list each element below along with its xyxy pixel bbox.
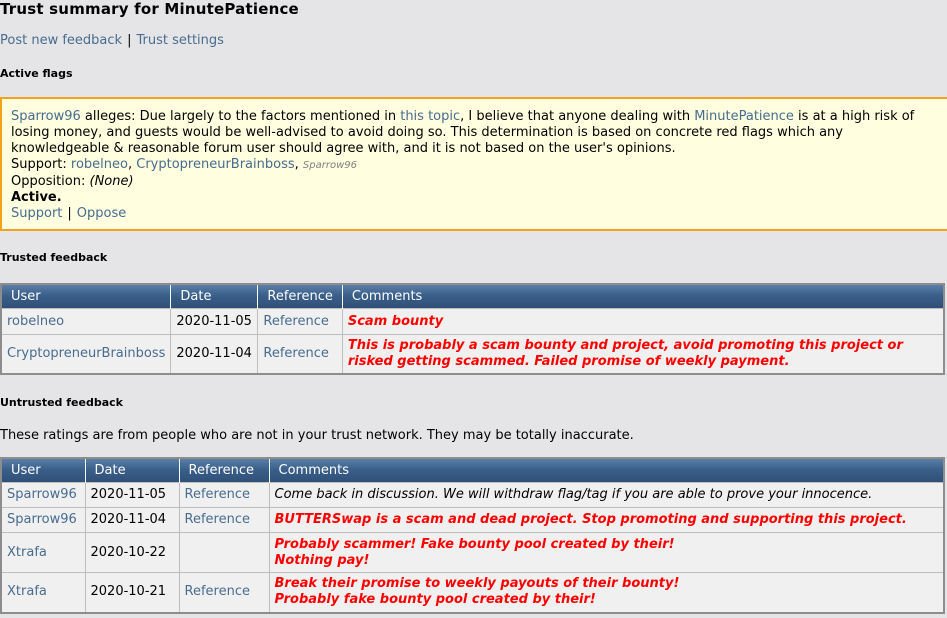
feedback-date: 2020-11-04 (85, 508, 179, 533)
reference-column-header: Reference (179, 458, 269, 483)
feedback-reference-link[interactable]: Reference (184, 584, 250, 600)
table-row (1, 335, 944, 374)
supporter-link[interactable]: robelneo (70, 157, 128, 172)
flag-author-link[interactable]: Sparrow96 (11, 109, 81, 124)
flag-target-link[interactable]: MinutePatience (694, 109, 794, 124)
user-column-header: User (1, 458, 85, 483)
page-title: Trust summary for MinutePatience (0, 0, 299, 18)
flag-status: Active. (11, 190, 62, 205)
supporter-link[interactable]: CryptopreneurBrainboss (136, 157, 295, 172)
flag-support-line: Support: robelneo, CryptopreneurBrainboss, Sparrow96 (11, 157, 357, 172)
table-row (1, 309, 944, 335)
opposition-label: Opposition: (11, 174, 90, 189)
feedback-user-link[interactable]: CryptopreneurBrainboss (7, 345, 166, 361)
comment-line: Probably scammer! Fake bounty pool created by their! (274, 536, 675, 552)
flag-support-button[interactable]: Support (11, 206, 63, 221)
table-header-row (1, 284, 944, 309)
flag-topic-link[interactable]: this topic (400, 109, 461, 124)
feedback-reference-link[interactable]: Reference (263, 313, 329, 329)
feedback-comment: Come back in discussion. We will withdraw flag/tag if you are able to prove your innocence. (269, 483, 944, 508)
table-row (1, 508, 944, 533)
table-row (1, 483, 944, 508)
flag-box (0, 97, 947, 231)
flag-statement (11, 109, 940, 157)
post-feedback-link[interactable]: Post new feedback (0, 33, 123, 48)
table-row (1, 573, 944, 613)
feedback-date: 2020-11-05 (171, 309, 258, 335)
trust-settings-link[interactable]: Trust settings (136, 33, 224, 48)
flag-oppose-button[interactable]: Oppose (76, 206, 127, 221)
feedback-reference-link[interactable]: Reference (263, 345, 329, 361)
feedback-user-link[interactable]: Sparrow96 (7, 512, 77, 527)
flag-opposition-line (11, 174, 940, 190)
untrusted-note: These ratings are from people who are not in your trust network. They may be totally inaccurate. (0, 428, 634, 443)
flag-text-2: , I believe that anyone dealing with (460, 109, 695, 124)
feedback-comment: BUTTERSwap is a scam and dead project. Stop promoting and supporting this project. (269, 508, 944, 533)
user-column-header: User (1, 284, 171, 309)
comment-line: Nothing pay! (274, 552, 370, 568)
table-row (1, 533, 944, 573)
opposition-value: (None) (89, 174, 134, 189)
feedback-user-link[interactable]: robelneo (7, 313, 65, 329)
feedback-date: 2020-10-21 (85, 573, 179, 613)
trusted-feedback-table (0, 283, 945, 375)
feedback-comment (269, 533, 944, 573)
comment-line: Probably fake bounty pool created by their! (274, 592, 596, 608)
link-separator: | (127, 33, 132, 48)
support-label: Support: (11, 157, 71, 172)
feedback-user-link[interactable]: Sparrow96 (7, 487, 77, 502)
supporter-untrusted: Sparrow96 (302, 160, 357, 171)
reference-column-header: Reference (258, 284, 342, 309)
untrusted-feedback-table (0, 457, 945, 614)
table-header-row (1, 458, 944, 483)
feedback-comment: This is probably a scam bounty and project, avoid promoting this project or risked getting scammed. Failed promise of weekly payment. (342, 335, 944, 374)
feedback-user-link[interactable]: Xtrafa (7, 584, 47, 600)
flag-actions (11, 206, 940, 222)
trusted-feedback-heading: Trusted feedback (0, 251, 108, 264)
feedback-comment: Scam bounty (342, 309, 944, 335)
comments-column-header: Comments (342, 284, 944, 309)
active-flags-heading: Active flags (0, 67, 73, 80)
link-separator: | (67, 206, 72, 221)
feedback-reference-link[interactable]: Reference (184, 487, 250, 502)
feedback-date: 2020-11-05 (85, 483, 179, 508)
date-column-header: Date (171, 284, 258, 309)
date-column-header: Date (85, 458, 179, 483)
flag-text-3: is at a high risk of losing money, and guests would be well-advised to avoid doing so. This determination is based on concrete red flags which any knowledgeable & reasonable forum user should agree with, and it is not based on the user's opinions. (11, 109, 915, 156)
top-links (0, 33, 224, 48)
feedback-date: 2020-10-22 (85, 533, 179, 573)
comments-column-header: Comments (269, 458, 944, 483)
feedback-reference-empty (179, 533, 269, 573)
flag-text-1: alleges: Due largely to the factors mentioned in (80, 109, 401, 124)
feedback-date: 2020-11-04 (171, 335, 258, 374)
comment-line: Break their promise to weekly payouts of their bounty! (274, 576, 680, 592)
feedback-user-link[interactable]: Xtrafa (7, 544, 47, 560)
feedback-reference-link[interactable]: Reference (184, 512, 250, 527)
untrusted-feedback-heading: Untrusted feedback (0, 396, 123, 409)
feedback-comment (269, 573, 944, 613)
